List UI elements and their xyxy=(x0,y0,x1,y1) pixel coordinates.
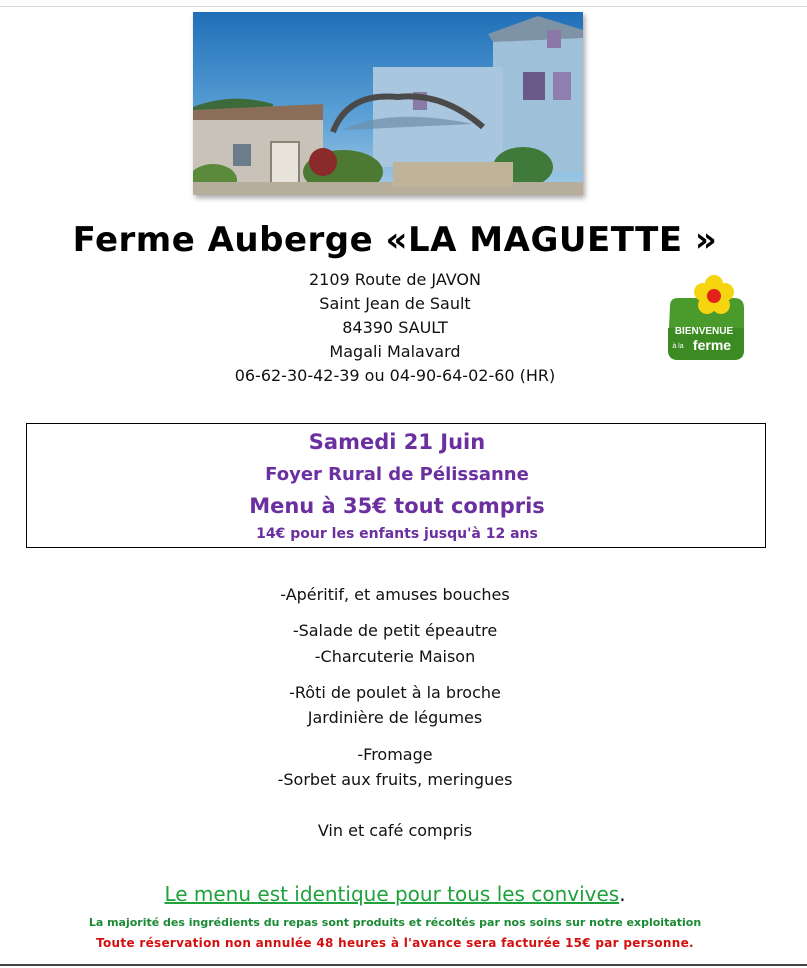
contact-phones: 06-62-30-42-39 ou 04-90-64-02-60 (HR) xyxy=(234,366,556,385)
logo-text-bienvenue: BIENVENUE xyxy=(674,326,734,337)
farm-house-illustration xyxy=(193,12,583,195)
ingredients-note: La majorité des ingrédients du repas sont produits et récoltés par nos soins sur notre exploitation xyxy=(88,916,702,929)
reservation-note: Toute réservation non annulée 48 heures à l'avance sera facturée 15€ par personne. xyxy=(96,936,694,950)
contact-name: Magali Malavard xyxy=(329,342,461,361)
logo-text-ferme: ferme xyxy=(692,337,732,353)
top-divider xyxy=(0,6,807,7)
event-place: Foyer Rural de Pélissanne xyxy=(265,464,529,485)
menu-item: -Apéritif, et amuses bouches xyxy=(280,585,510,604)
event-date: Samedi 21 Juin xyxy=(308,430,486,454)
menu-item: -Fromage xyxy=(357,745,433,764)
menu-item: Jardinière de légumes xyxy=(307,708,483,727)
identical-menu-text: Le menu est identique pour tous les convives xyxy=(164,882,620,906)
address-postcode: 84390 SAULT xyxy=(342,318,448,337)
event-box xyxy=(26,423,766,548)
identical-menu-dot: . xyxy=(619,882,626,906)
event-kids-price: 14€ pour les enfants jusqu'à 12 ans xyxy=(256,526,538,542)
address-town: Saint Jean de Sault xyxy=(319,294,471,313)
address-street: 2109 Route de JAVON xyxy=(308,270,481,289)
page-title: Ferme Auberge «LA MAGUETTE » xyxy=(72,220,718,260)
bottom-divider xyxy=(0,964,807,966)
menu-item: -Sorbet aux fruits, meringues xyxy=(277,770,513,789)
menu-item: -Salade de petit épeautre xyxy=(292,621,498,640)
menu-item: Vin et café compris xyxy=(317,821,473,840)
menu-item: -Charcuterie Maison xyxy=(314,647,476,666)
farm-house-photo xyxy=(193,12,583,195)
event-price: Menu à 35€ tout compris xyxy=(249,494,545,518)
logo-text-a-la: à la xyxy=(672,343,684,350)
identical-menu-note xyxy=(0,882,790,906)
bienvenue-a-la-ferme-logo xyxy=(664,272,748,364)
menu-item: -Rôti de poulet à la broche xyxy=(289,683,501,702)
